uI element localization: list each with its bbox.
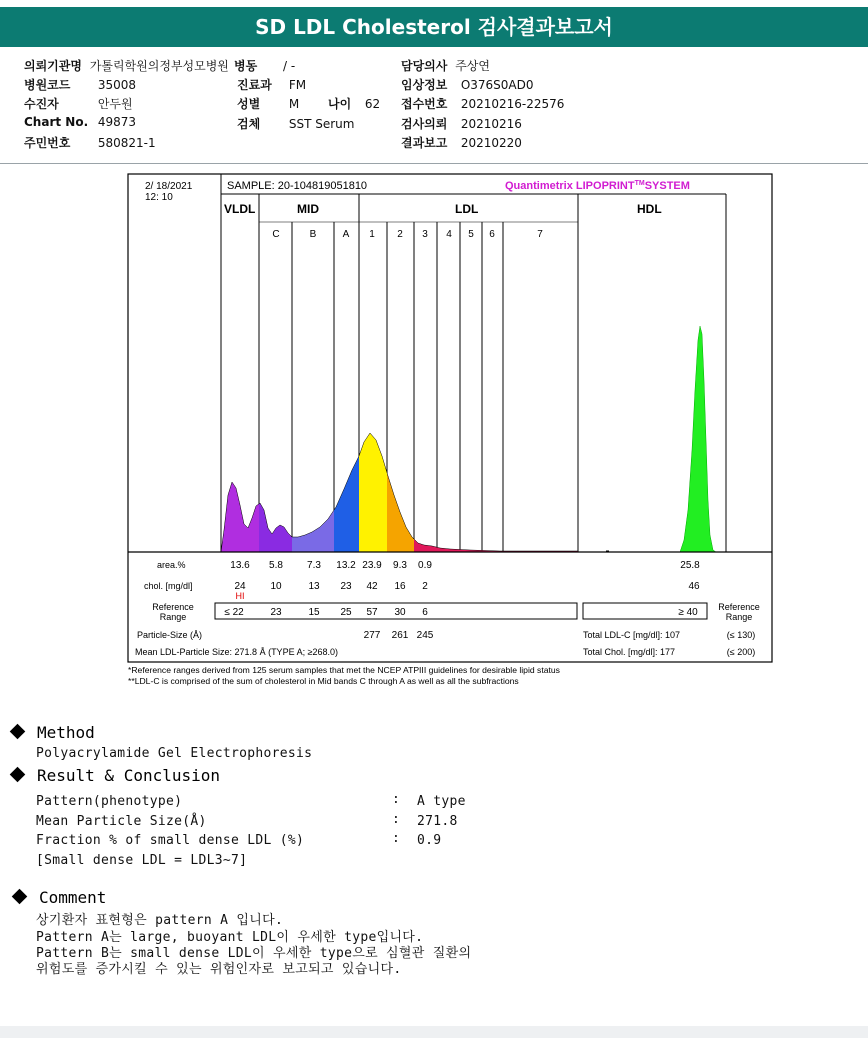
result-label: Mean Particle Size(Å) (36, 814, 207, 829)
chol-row-label: chol. [mg/dl] (144, 581, 193, 591)
group-label-ldl: LDL (455, 202, 479, 216)
resident-field: 주민번호 580821-1 (24, 136, 156, 150)
small-dense-value: 0.9 (417, 833, 442, 848)
diamond-bullet-icon (12, 889, 28, 905)
report-date: 2/ 18/2021 (145, 181, 193, 192)
report-title: SD LDL Cholesterol 검사결과보고서 (255, 15, 613, 39)
ref-value-hdl: ≥ 40 (678, 607, 698, 618)
band-label: 1 (369, 229, 375, 240)
report-frame (128, 174, 772, 662)
group-label-vldl: VLDL (224, 202, 256, 216)
clinical-field: 임상정보 O376S0AD0 (401, 78, 534, 92)
band-label: 3 (422, 229, 428, 240)
result-heading: Result & Conclusion (12, 766, 220, 785)
ref-row-label-2: Range (159, 612, 187, 622)
result-sep: : (392, 812, 401, 827)
comment-line: 위험도를 증가시킬 수 있는 위험인자로 보고되고 있습니다. (36, 962, 402, 977)
band-label: 5 (468, 229, 474, 240)
particle-row (364, 630, 434, 641)
particle-value: 277 (363, 630, 381, 641)
chol-value: 2 (422, 581, 428, 592)
result-sep: : (392, 831, 401, 846)
band-label: 4 (446, 229, 452, 240)
ref-row-label-1: Reference (152, 602, 194, 612)
area-value: 7.3 (307, 560, 321, 571)
chart-field: Chart No. 49873 (24, 115, 137, 129)
total-ldl-ref: (≤ 130) (726, 630, 756, 640)
hospital-field: 의뢰기관명 가톨릭학원의정부성모병원 (24, 59, 229, 73)
sample-id: SAMPLE: 20-104819051810 (227, 180, 368, 192)
result-sep: : (392, 792, 401, 807)
group-label-hdl: HDL (637, 202, 662, 216)
bottom-bar (0, 1026, 868, 1038)
result-label: Fraction % of small dense LDL (%) (36, 833, 305, 848)
chol-value: 24 (234, 581, 246, 592)
chol-value: 10 (270, 581, 282, 592)
band-label: C (272, 229, 280, 240)
comment-line: Pattern B는 small dense LDL이 우세한 type으로 심혈관 질환의 (36, 946, 472, 961)
age-field: 나이 62 (328, 97, 381, 111)
method-text: Polyacrylamide Gel Electrophoresis (36, 746, 313, 761)
ref-value: 25 (340, 607, 352, 618)
method-heading: Method (12, 723, 95, 742)
mean-ldl-size: Mean LDL-Particle Size: 271.8 Å (TYPE A; ≥268.0) (135, 647, 339, 657)
total-ldl: Total LDL-C [mg/dl]: 107 (583, 630, 681, 640)
receipt-field: 접수번호 20210216-22576 (401, 97, 565, 111)
diamond-bullet-icon (10, 724, 26, 740)
brand-label: Quantimetrix LIPOPRINT™SYSTEM (505, 180, 690, 192)
group-label-mid: MID (297, 202, 319, 216)
chol-value: 13 (308, 581, 320, 592)
small-dense-note: [Small dense LDL = LDL3~7] (36, 853, 248, 868)
diamond-bullet-icon (10, 767, 26, 783)
area-value-hdl: 25.8 (680, 560, 700, 571)
total-chol: Total Chol. [mg/dl]: 177 (583, 647, 676, 657)
comment-line: Pattern A는 large, buoyant LDL이 우세한 type입니다. (36, 930, 424, 945)
area-value: 5.8 (269, 560, 283, 571)
footnote-1: *Reference ranges derived from 125 serum samples that met the NCEP ATPIII guidelines for desirable lipid status (128, 665, 560, 675)
request-field: 검사의뢰 20210216 (401, 117, 522, 131)
ref-right-label-2: Range (725, 612, 753, 622)
patient-field: 수진자 안두원 (24, 97, 133, 111)
ref-value: 23 (270, 607, 282, 618)
chol-value: 16 (394, 581, 406, 592)
area-value: 9.3 (393, 560, 407, 571)
ref-value: ≤ 22 (224, 607, 244, 618)
particle-value: 245 (416, 630, 434, 641)
ref-right-label-1: Reference (718, 602, 760, 612)
dept-field: 진료과 FM (237, 78, 307, 92)
doctor-field: 담당의사 주상연 (401, 59, 490, 73)
total-chol-ref: (≤ 200) (726, 647, 756, 657)
report-time: 12: 10 (145, 192, 173, 203)
report-date-field: 결과보고 20210220 (401, 136, 522, 150)
ref-value: 6 (422, 607, 428, 618)
ref-value: 57 (366, 607, 378, 618)
code-field: 병원코드 35008 (24, 78, 137, 92)
band-label: A (342, 229, 350, 240)
area-value: 13.6 (230, 560, 250, 571)
area-value: 0.9 (418, 560, 432, 571)
ward-field: 병동 / - (234, 59, 296, 73)
chol-value: 42 (366, 581, 378, 592)
band-label: 6 (489, 229, 495, 240)
chol-flag-hi: HI (235, 591, 245, 601)
area-row-label: area.% (157, 560, 186, 570)
chol-value: 23 (340, 581, 352, 592)
comment-heading: Comment (14, 888, 106, 907)
band-label: B (309, 229, 317, 240)
comment-line: 상기환자 표현형은 pattern A 입니다. (36, 913, 284, 928)
pattern-value: A type (417, 794, 466, 809)
sex-field: 성별 M (237, 97, 300, 111)
ref-value: 15 (308, 607, 320, 618)
area-value: 13.2 (336, 560, 356, 571)
footnote-2: **LDL-C is comprised of the sum of cholesterol in Mid bands C through A as well as all the subfractions (128, 676, 519, 686)
band-label: 2 (397, 229, 403, 240)
result-label: Pattern(phenotype) (36, 794, 183, 809)
mean-size-value: 271.8 (417, 814, 458, 829)
band-label: 7 (537, 229, 543, 240)
particle-row-label: Particle-Size (Å) (137, 630, 203, 640)
area-value: 23.9 (362, 560, 382, 571)
specimen-field: 검체 SST Serum (237, 117, 355, 131)
particle-value: 261 (391, 630, 409, 641)
chol-value-hdl: 46 (688, 581, 700, 592)
ref-value: 30 (394, 607, 406, 618)
